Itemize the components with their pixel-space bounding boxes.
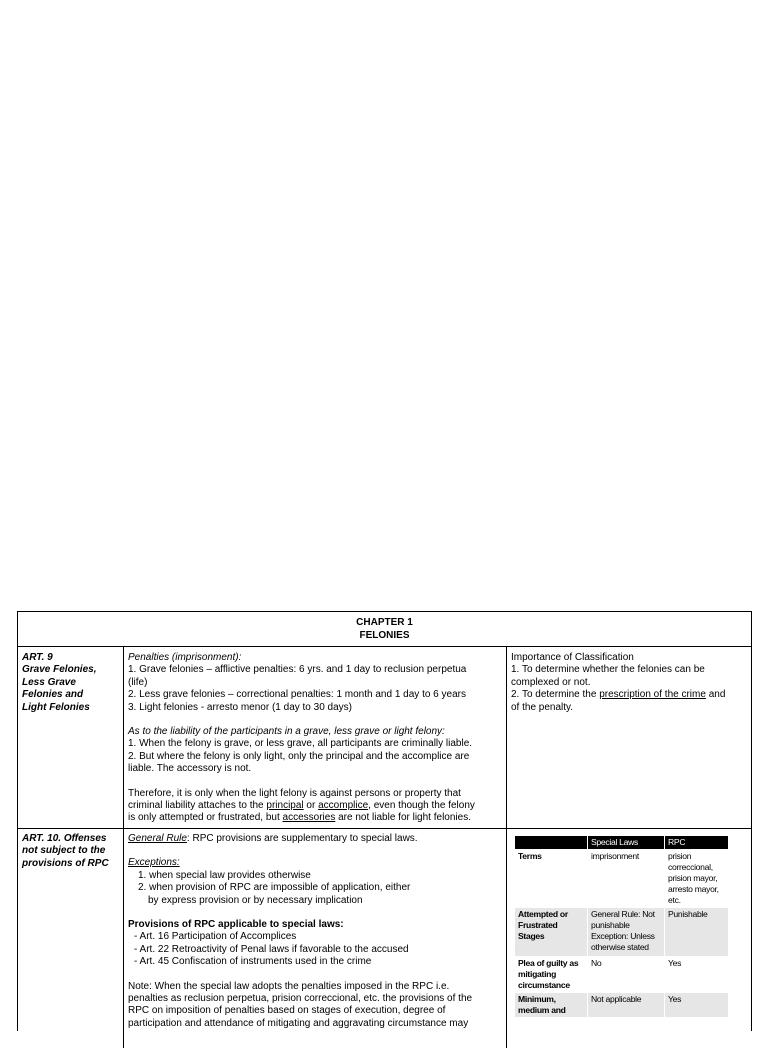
importance-line2: 2. To determine the prescription of the crime and <box>511 689 726 701</box>
penalties-heading: Penalties (imprisonment): <box>128 652 242 663</box>
art10-row <box>18 828 751 1048</box>
therefore-line3: is only attempted or frustrated, but accessories are not liable for light felonies. <box>128 812 471 824</box>
comparison-table <box>515 836 729 1018</box>
table-row: Plea of guilty as mitigating circumstance No Yes <box>515 957 729 993</box>
exceptions-heading: Exceptions: <box>128 857 180 869</box>
principal-link: principal <box>266 800 304 812</box>
art10-comparison <box>507 828 751 1048</box>
table-row: Attempted or Frustrated Stages General Rule: Not punishable Exception: Unless otherwise stated Punishable <box>515 908 729 957</box>
table-header: Special Laws <box>588 836 665 850</box>
art9-body: Penalties (imprisonment): 1. Grave felonies – afflictive penalties: 6 yrs. and 1 day to reclusion perpetua (life) 2. Less grave felonies – correctional penalties: 1 month and 1 day to 6 years 3. Light felonies - arresto menor (1 day to 30 days) As to the liability of the participants in a grave, less grave or light felony: 1. When the felony is grave, or less grave, all participants are criminally liable. 2. But where the felony is only light, only the principal and the accomplice are liable. The accessory is not. Therefore, it is only when the light felony is against persons or property that criminal liability attaches to the principal or accomplice, even though the felony is only attempted or frustrated, but accessories are not liable for light felonies. <box>124 647 507 828</box>
table-header: RPC <box>665 836 729 850</box>
general-rule: General Rule: RPC provisions are supplementary to special laws. <box>128 833 418 844</box>
table-header-row <box>515 836 729 850</box>
art9-row <box>18 647 751 829</box>
table-header <box>515 836 588 850</box>
prescription-link: prescription of the crime <box>599 689 706 701</box>
accessories-link: accessories <box>282 812 336 824</box>
therefore-line2: criminal liability attaches to the principal or accomplice, even though the felony <box>128 800 475 812</box>
table-row: Minimum, medium and Not applicable Yes <box>515 993 729 1018</box>
document-table <box>17 611 752 1031</box>
liability-heading: As to the liability of the participants in a grave, less grave or light felony: <box>128 726 445 738</box>
applicable-heading: Provisions of RPC applicable to special laws: <box>128 919 344 931</box>
chapter-number: CHAPTER 1 <box>356 617 413 628</box>
art10-body: General Rule: RPC provisions are supplementary to special laws. Exceptions: 1. when special law provides otherwise 2. when provision of RPC are impossible of application, either by express provision or by necessary implication Provisions of RPC applicable to special laws: - Art. 16 Participation of Accomplices - Art. 22 Retroactivity of Penal laws if favorable to the accused - Art. 45 Confiscation of instruments used in the crime Note: When the special law adopts the penalties imposed in the RPC i.e. penalties as reclusion perpetua, prision correccional, etc. the provisions of the RPC on imposition of penalties based on stages of execution, degree of participation and attendance of mitigating and aggravating circumstance may <box>124 828 507 1048</box>
art9-importance: Importance of Classification 1. To determine whether the felonies can be complexed or not. 2. To determine the prescription of the crime and of the penalty. <box>507 647 751 828</box>
table-row: Terms imprisonment prision correccional, prision mayor, arresto mayor, etc. <box>515 850 729 908</box>
art10-title: ART. 10. Offenses not subject to the provisions of RPC <box>18 828 124 1048</box>
chapter-title: FELONIES <box>359 630 410 641</box>
accomplice-link: accomplice <box>318 800 369 812</box>
importance-heading: Importance of Classification <box>511 652 634 663</box>
chapter-header <box>18 612 751 647</box>
art9-title: ART. 9 Grave Felonies, Less Grave Felonies and Light Felonies <box>18 647 124 828</box>
